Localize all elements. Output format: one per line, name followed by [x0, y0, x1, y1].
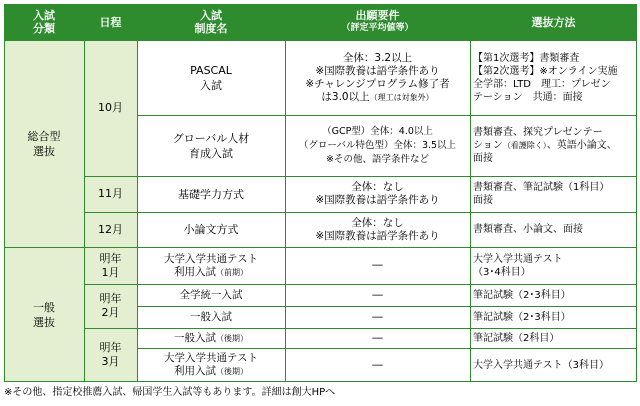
program-zengaku-label: 全学統一入試	[179, 288, 243, 301]
program-kyotsu-zenki-line1: 大学入学共通テスト	[163, 252, 259, 265]
grid-line	[84, 212, 637, 213]
header-method	[470, 4, 637, 40]
grid-line	[84, 284, 637, 285]
requirements-pascal-note: （理工は対象外）	[369, 92, 434, 102]
category-sogo-line1: 総合型	[27, 129, 61, 143]
method-kiso-line2: 面接	[473, 195, 493, 206]
program-kyotsu-zenki-line2	[174, 266, 248, 279]
program-kyotsu-zenki-line2-a: 利用入試	[174, 265, 216, 278]
header-category	[4, 4, 84, 40]
program-shoronbun-label: 小論文方式	[183, 223, 239, 236]
schedule-january	[84, 247, 137, 284]
header-method-label: 選抜方法	[531, 15, 576, 29]
grid-line	[84, 328, 637, 329]
program-global-line2: 育成入試	[189, 146, 233, 160]
schedule-november	[84, 176, 137, 212]
requirements-kiso-line2: ※国際教養は語学条件あり	[315, 194, 440, 206]
requirements-global	[285, 115, 470, 176]
schedule-february-line2: 2月	[101, 306, 120, 319]
program-kyotsu-koki-line2-a: 利用入試	[174, 365, 216, 377]
method-ippan-koki-label: 筆記試験（2科目）	[473, 332, 560, 344]
schedule-february	[84, 284, 137, 328]
method-ippan	[470, 306, 637, 328]
schedule-january-line1: 明年	[99, 251, 122, 265]
method-kiso-line1: 書類審査、筆記試験（1科目）	[473, 182, 610, 193]
method-kyotsu-zenki-line1: 大学入学共通テスト	[473, 253, 563, 265]
method-global-line2	[473, 139, 617, 152]
requirements-global-line3: ※その他、語学条件など	[326, 153, 429, 165]
program-kyotsu-koki-term: （後期）	[216, 367, 248, 376]
requirements-kiso-line1: 全体：なし	[351, 181, 404, 193]
admissions-table	[4, 4, 637, 382]
requirements-global-line2: （グローバル特色型）全体：3.5以上	[298, 139, 457, 151]
method-ippan-koki	[470, 328, 637, 348]
grid-line	[4, 381, 637, 382]
method-pascal-line2: 【第2次選考】※オンライン実施	[473, 65, 618, 77]
program-pascal-line2: 入試	[200, 78, 222, 92]
header-requirements-line1: 出願要件	[355, 9, 400, 22]
method-zengaku-label: 筆記試験（2･3科目）	[473, 289, 571, 301]
grid-line	[137, 4, 138, 382]
method-kyotsu-zenki-line2: （3･4科目）	[473, 266, 531, 278]
grid-line	[285, 4, 286, 382]
requirements-global-line1: （GCP型）全体：4.0以上	[322, 125, 433, 137]
footer-note: ※その他、指定校推薦入試、帰国学生入試等もあります。詳細は創大HPへ	[4, 387, 336, 398]
schedule-march	[84, 328, 137, 382]
schedule-december-label: 12月	[98, 222, 123, 236]
header-requirements	[285, 4, 470, 40]
method-global-line2-a: ション	[473, 140, 503, 151]
program-ippan	[137, 306, 285, 328]
schedule-march-line1: 明年	[99, 341, 122, 354]
method-pascal	[470, 40, 637, 115]
category-ippan-line2: 選抜	[33, 315, 55, 329]
requirements-ippan-koki	[285, 328, 470, 348]
method-kyotsu-koki-label: 大学入学共通テスト（3科目）	[473, 359, 609, 371]
header-schedule-label: 日程	[99, 15, 122, 29]
header-schedule	[84, 4, 137, 40]
program-kyotsu-zenki-term: （前期）	[216, 267, 248, 277]
category-sogo-line2: 選抜	[33, 144, 55, 158]
method-global	[470, 115, 637, 176]
requirements-zengaku-dash: ―	[372, 288, 383, 301]
grid-line	[84, 4, 85, 382]
header-program	[137, 4, 285, 40]
method-kyotsu-zenki	[470, 247, 637, 284]
header-program-line1: 入試	[200, 9, 222, 22]
header-category-line2: 分類	[33, 22, 55, 35]
header-requirements-line2: （評定平均値等）	[341, 23, 414, 33]
grid-line	[137, 306, 637, 307]
category-ippan	[4, 247, 84, 382]
grid-line	[4, 247, 637, 248]
category-ippan-line1: 一般	[33, 300, 55, 314]
grid-line	[470, 4, 471, 382]
schedule-november-label: 11月	[98, 187, 123, 200]
method-pascal-line4: テーション 共通：面接	[473, 91, 583, 103]
method-shoronbun	[470, 212, 637, 247]
requirements-kyotsu-koki	[285, 348, 470, 382]
grid-line	[137, 348, 637, 349]
requirements-kiso	[285, 176, 470, 212]
category-sogo	[4, 40, 84, 247]
grid-line	[636, 4, 637, 382]
requirements-pascal-line1: 全体：3.2以上	[342, 51, 413, 64]
header-category-line1: 入試	[33, 9, 55, 22]
grid-line	[4, 40, 637, 41]
method-global-line1: 書類審査、探究プレゼンテー	[473, 127, 603, 138]
method-ippan-label: 筆記試験（2･3科目）	[473, 311, 571, 323]
requirements-shoronbun-line1: 全体：なし	[351, 216, 404, 229]
grid-line	[4, 4, 637, 5]
schedule-january-line2: 1月	[101, 265, 120, 279]
requirements-pascal-line2: ※国際教養は語学条件あり	[315, 64, 440, 77]
requirements-kyotsu-zenki-dash: ―	[372, 259, 383, 271]
schedule-march-line2: 3月	[101, 355, 120, 368]
grid-line	[4, 4, 5, 382]
method-kiso	[470, 176, 637, 212]
header-program-line2: 制度名	[194, 22, 228, 35]
method-kyotsu-koki	[470, 348, 637, 382]
program-kiso	[137, 176, 285, 212]
requirements-ippan	[285, 306, 470, 328]
requirements-pascal-threshold: は3.0以上	[321, 90, 370, 103]
program-kyotsu-zenki	[137, 247, 285, 284]
program-ippan-koki-label: 一般入試	[174, 331, 216, 344]
program-kyotsu-koki-line1: 大学入学共通テスト	[163, 352, 259, 364]
schedule-october	[84, 40, 137, 176]
program-ippan-koki-line	[174, 332, 248, 345]
program-global	[137, 115, 285, 176]
requirements-pascal-line3: ※チャレンジプログラム修了者	[305, 77, 450, 90]
requirements-shoronbun	[285, 212, 470, 247]
requirements-pascal-line4	[321, 91, 433, 104]
program-kyotsu-koki	[137, 348, 285, 382]
program-ippan-label: 一般入試	[190, 310, 232, 323]
program-shoronbun	[137, 212, 285, 247]
program-zengaku	[137, 284, 285, 306]
requirements-ippan-koki-dash: ―	[372, 331, 383, 344]
requirements-kyotsu-zenki	[285, 247, 470, 284]
method-zengaku	[470, 284, 637, 306]
requirements-shoronbun-line2: ※国際教養は語学条件あり	[315, 229, 440, 242]
program-global-line1: グローバル人材	[172, 131, 250, 145]
grid-line	[84, 176, 637, 177]
method-shoronbun-label: 書類審査、小論文、面接	[473, 224, 583, 235]
method-pascal-line3: 全学部：LTD 理工：プレゼン	[473, 78, 611, 90]
requirements-pascal	[285, 40, 470, 115]
program-kiso-label: 基礎学力方式	[178, 187, 244, 201]
schedule-october-label: 10月	[98, 101, 123, 114]
method-pascal-line1: 【第1次選考】書類審査	[473, 52, 580, 64]
program-kyotsu-koki-line2	[174, 365, 248, 378]
method-global-line2-b: （看護除く）	[502, 141, 547, 150]
program-pascal	[137, 40, 285, 115]
method-global-line2-c: 、英語小論文、	[546, 140, 617, 151]
requirements-ippan-dash: ―	[372, 310, 383, 323]
schedule-february-line1: 明年	[99, 292, 122, 305]
program-ippan-koki	[137, 328, 285, 348]
program-ippan-koki-term: （後期）	[216, 333, 248, 343]
requirements-kyotsu-koki-dash: ―	[372, 358, 383, 371]
method-global-line3: 面接	[473, 153, 493, 164]
program-pascal-line1: PASCAL	[190, 63, 232, 77]
grid-line	[137, 115, 637, 116]
requirements-zengaku	[285, 284, 470, 306]
schedule-december	[84, 212, 137, 247]
